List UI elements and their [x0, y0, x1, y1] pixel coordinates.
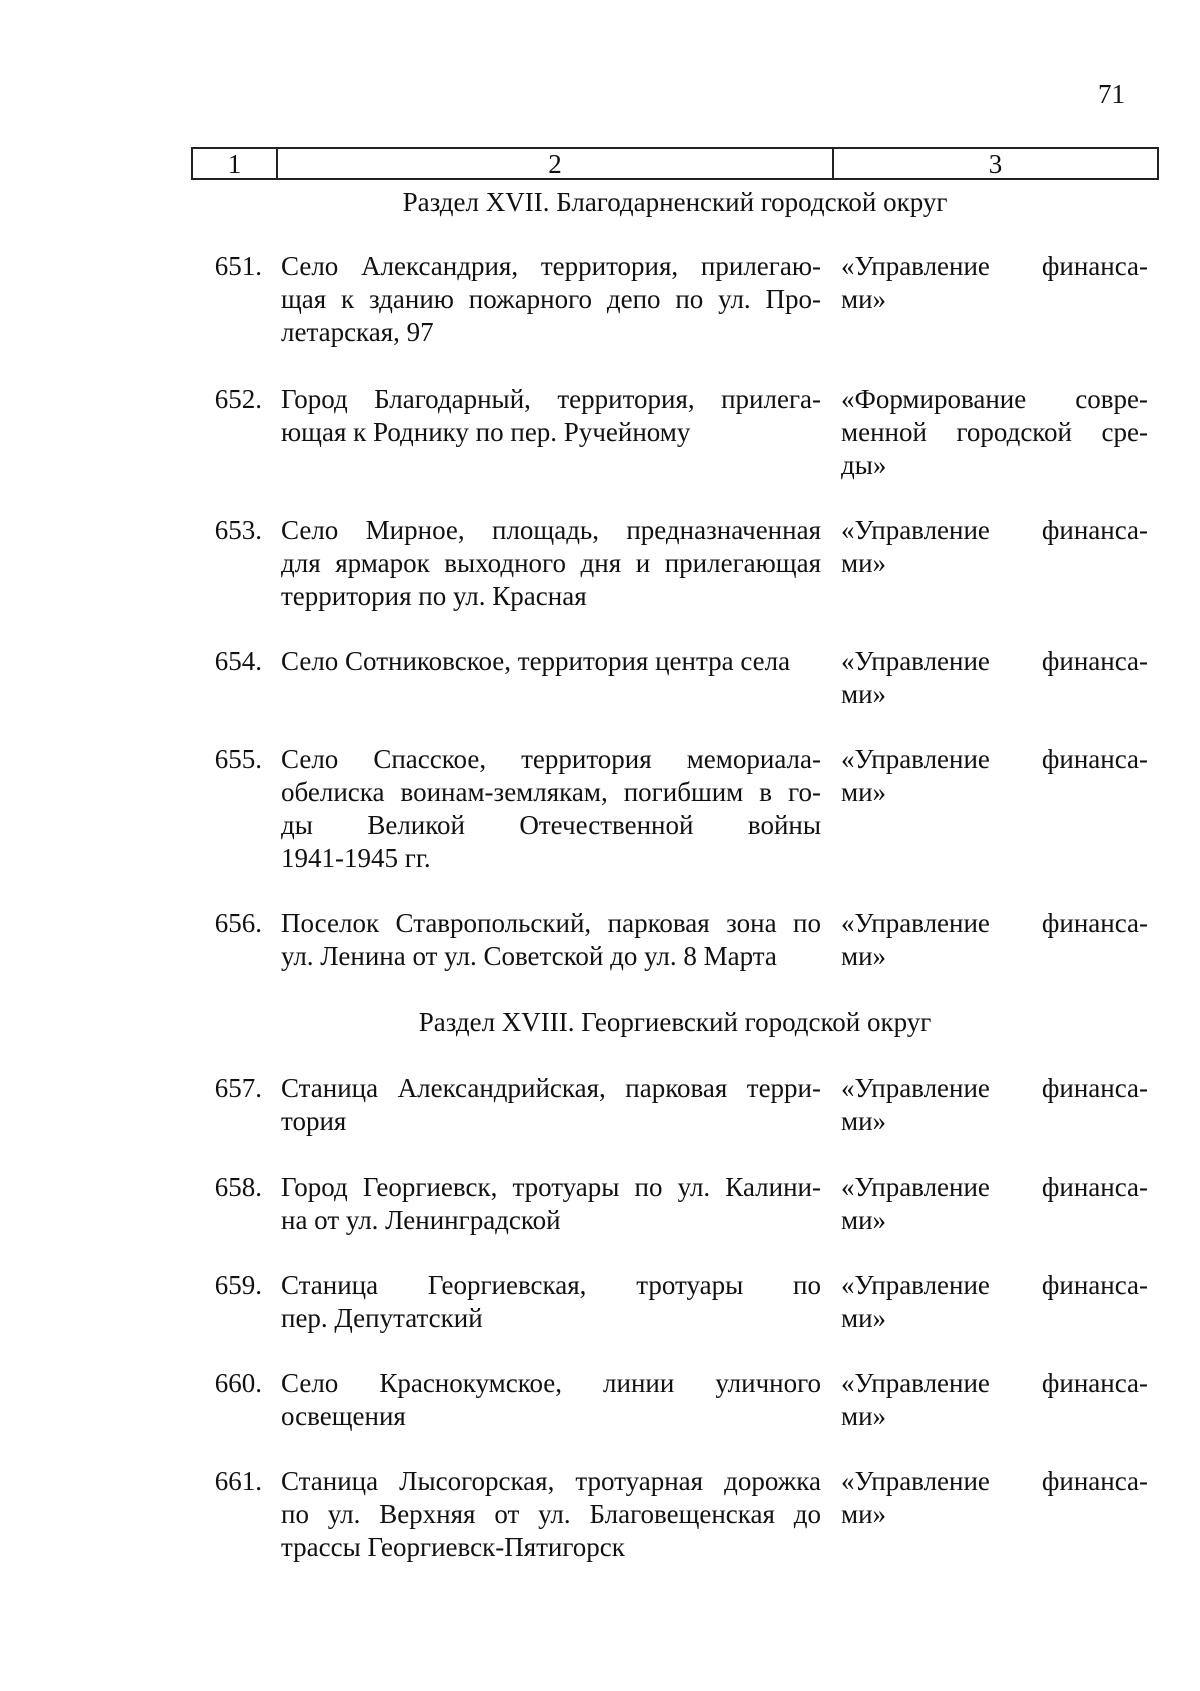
row-program: [841, 250, 1148, 316]
description-line: Село Мирное, площадь, предназначенная: [281, 515, 821, 545]
table-header: [191, 147, 1159, 180]
program-line: ми»: [841, 1303, 887, 1333]
program-line: «Управление финанса-: [841, 1073, 1148, 1103]
row-description: [281, 1171, 821, 1237]
program-line: ми»: [841, 284, 887, 314]
row-number: 659.: [214, 1270, 262, 1300]
row-program: [841, 907, 1148, 973]
row-number: 658.: [214, 1172, 262, 1202]
section-title: Раздел XVII. Благодарненский городской округ: [402, 187, 948, 217]
row-number: 657.: [214, 1073, 262, 1103]
row-program: [841, 383, 1148, 482]
program-line: ми»: [841, 1499, 887, 1529]
header-col-3: 3: [988, 149, 1003, 179]
program-line: «Управление финанса-: [841, 515, 1148, 545]
program-line: ми»: [841, 941, 887, 971]
row-number: 651.: [214, 251, 262, 281]
description-line: летарская, 97: [281, 317, 434, 347]
program-line: «Управление финанса-: [841, 1172, 1148, 1202]
description-line: щая к зданию пожарного депо по ул. Про-: [281, 284, 821, 314]
program-line: ми»: [841, 1401, 887, 1431]
program-line: менной городской сре-: [841, 417, 1148, 447]
description-line: ды Великой Отечественной войны: [281, 810, 821, 840]
description-line: по ул. Верхняя от ул. Благовещенская до: [281, 1499, 821, 1529]
row-number: 661.: [214, 1466, 262, 1496]
row-description: [281, 1367, 821, 1433]
description-line: Село Спасское, территория мемориала-: [281, 744, 821, 774]
program-line: «Управление финанса-: [841, 1270, 1148, 1300]
row-program: [841, 1072, 1148, 1138]
row-number: 654.: [214, 646, 262, 676]
section-title: Раздел XVIII. Георгиевский городской округ: [418, 1007, 932, 1037]
description-line: Село Краснокумское, линии уличного: [281, 1368, 821, 1398]
description-line: Станица Георгиевская, тротуары по: [281, 1270, 821, 1300]
program-line: «Управление финанса-: [841, 744, 1148, 774]
description-line: Село Сотниковское, территория центра села: [281, 646, 791, 676]
row-number: 660.: [214, 1368, 262, 1398]
description-line: на от ул. Ленинградской: [281, 1205, 561, 1235]
description-line: 1941-1945 гг.: [281, 843, 431, 873]
program-line: ми»: [841, 679, 887, 709]
row-description: [281, 250, 821, 349]
row-number: 656.: [214, 908, 262, 938]
description-line: ющая к Роднику по пер. Ручейному: [281, 417, 691, 447]
row-description: [281, 645, 821, 678]
row-description: [281, 743, 821, 875]
program-line: ми»: [841, 1205, 887, 1235]
row-program: [841, 514, 1148, 580]
header-col-1: 1: [193, 149, 278, 178]
description-line: пер. Депутатский: [281, 1303, 483, 1333]
description-line: освещения: [281, 1401, 406, 1431]
row-description: [281, 383, 821, 449]
program-line: ми»: [841, 1106, 887, 1136]
row-program: [841, 1367, 1148, 1433]
program-line: «Формирование совре-: [841, 384, 1148, 414]
description-line: для ярмарок выходного дня и прилегающая: [281, 548, 821, 578]
description-line: трассы Георгиевск-Пятигорск: [281, 1532, 625, 1562]
program-line: «Управление финанса-: [841, 908, 1148, 938]
program-line: «Управление финанса-: [841, 646, 1148, 676]
program-line: «Управление финанса-: [841, 1466, 1148, 1496]
row-description: [281, 907, 821, 973]
row-number: 655.: [214, 744, 262, 774]
description-line: Город Благодарный, территория, прилега-: [281, 384, 821, 414]
description-line: Станица Александрийская, парковая терри-: [281, 1073, 821, 1103]
program-line: ды»: [841, 450, 887, 480]
row-program: [841, 645, 1148, 711]
description-line: Село Александрия, территория, прилегаю-: [281, 251, 821, 281]
description-line: ул. Ленина от ул. Советской до ул. 8 Марта: [281, 941, 777, 971]
row-number: 652.: [214, 384, 262, 414]
row-description: [281, 1072, 821, 1138]
program-line: ми»: [841, 548, 887, 578]
row-number: 653.: [214, 515, 262, 545]
description-line: Город Георгиевск, тротуары по ул. Калини-: [281, 1172, 821, 1202]
row-description: [281, 1269, 821, 1335]
row-program: [841, 743, 1148, 809]
row-program: [841, 1465, 1148, 1531]
description-line: Поселок Ставропольский, парковая зона по: [281, 908, 821, 938]
program-line: «Управление финанса-: [841, 251, 1148, 281]
row-program: [841, 1269, 1148, 1335]
program-line: ми»: [841, 777, 887, 807]
description-line: территория по ул. Красная: [281, 581, 587, 611]
page-number: 71: [1098, 79, 1125, 109]
program-line: «Управление финанса-: [841, 1368, 1148, 1398]
row-program: [841, 1171, 1148, 1237]
row-description: [281, 1465, 821, 1564]
description-line: тория: [281, 1106, 347, 1136]
header-col-2: 2: [278, 149, 834, 178]
row-description: [281, 514, 821, 613]
description-line: обелиска воинам-землякам, погибшим в го-: [281, 777, 821, 807]
description-line: Станица Лысогорская, тротуарная дорожка: [281, 1466, 821, 1496]
